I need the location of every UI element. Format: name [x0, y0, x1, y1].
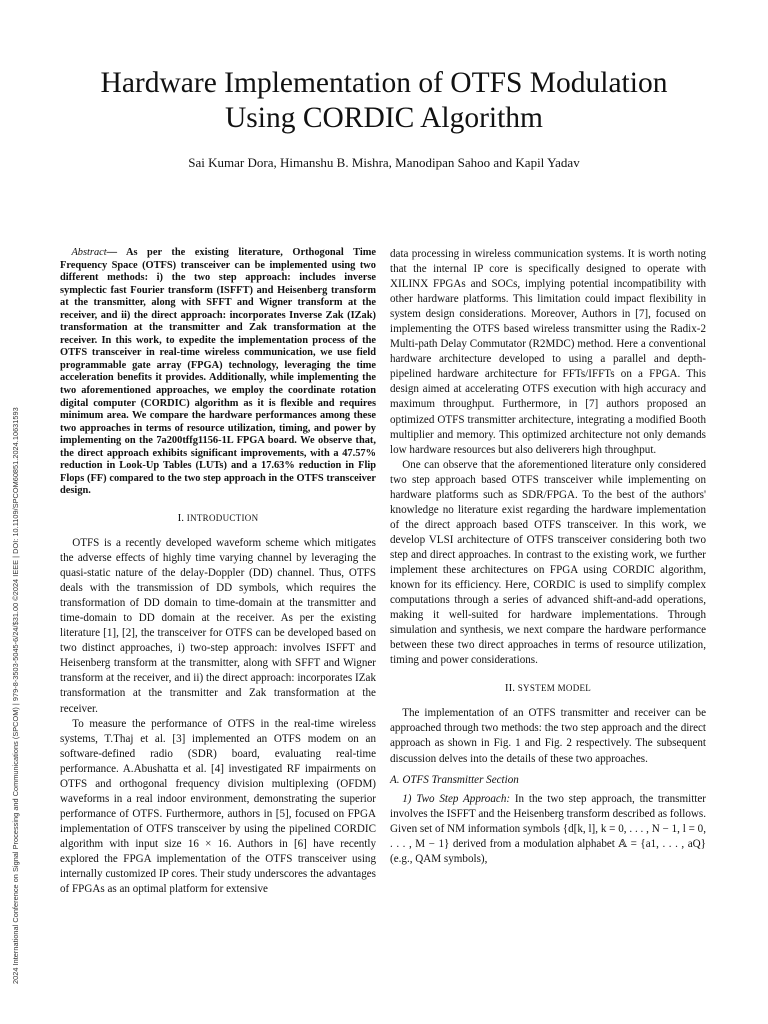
two-step-text: In the two step approach, the transmitter involves the ISFFT and the Heisenberg transform described as follows. Given set of NM information symbols {d[k, l], k = 0, . . . , N − 1, l = 0, . . . , M − 1} derived from a modulation alphabet 𝔸 = {a1, . . . , aQ} (e.g., QAM symbols), [390, 792, 706, 865]
title-line-2: Using CORDIC Algorithm [225, 102, 543, 134]
intro-paragraph-1: OTFS is a recently developed waveform scheme which mitigates the adverse effects of highly time varying channel by leveraging the quasi-static nature of the delay-Doppler (DD) channel. Thus, OTFS deals with the transmission of DD symbols, which requires the transformation of DD domain to time-domain at the transmitter and time-domain to DD domain at the receiver. As per the existing literature [1], [2], the transceiver for OTFS can be developed based on two distinct approaches, i) two-step approach: involves ISFFT and Heisenberg transform at the transmitter, along with SFFT and Wigner transform at the receiver, and ii) the direct approach: incorporates IZak transformation at the transmitter and Zak transformation at the receiver. [60, 536, 376, 715]
right-column [390, 247, 706, 867]
section-number: II. [504, 682, 518, 695]
section-number: I. [177, 511, 187, 524]
section-title: SYSTEM MODEL [517, 683, 592, 694]
section-heading-system-model [390, 681, 706, 696]
abstract [60, 247, 376, 498]
two-step-paragraph [390, 792, 706, 867]
subsection-heading-transmitter: A. OTFS Transmitter Section [390, 773, 519, 786]
conference-sidebar: 2024 International Conference on Signal Processing and Communications (SPCOM) | 979-8-3503-5045-6/24/$31.00 ©2024 IEEE | DOI: 10.1109/SPCOM60851.2024.10631593 [11, 407, 20, 984]
left-column [60, 247, 376, 897]
section-heading-introduction [60, 511, 376, 526]
subsubsection-heading: 1) Two Step Approach: [402, 792, 511, 805]
abstract-text: — As per the existing literature, Orthogonal Time Frequency Space (OTFS) transceiver can be implemented using two different methods: i) the two step approach: includes inverse symplectic fast Fourier transform (ISFFT) and Heisenberg transform at the transmitter, along with SFFT and Wigner transform at the receiver, and ii) the direct approach: incorporates Inverse Zak (IZak) transformation at the transmitter and Zak transformation at the receiver. In this work, to expedite the implementation process of the OTFS transceiver in real-time wireless communication, we use field programmable gate array (FPGA) technology, leveraging the time acceleration benefits it provides. Additionally, while implementing the two aforementioned approaches, we employ the coordinate rotation digital computer (CORDIC) algorithm as it is flexible and requires minimum area. We compare the hardware performances among these two approaches in terms of resource utilization, timing, and power by implementing on the 7a200tffg1156-1L FPGA board. We observe that, the direct approach exhibits significant improvements, with a 47.57% reduction in Look-Up Tables (LUTs) and a 17.63% reduction in Flip Flops (FF) compared to the two step approach in the OTFS transceiver design. [60, 247, 376, 497]
section-title: INTRODUCTION [186, 512, 259, 523]
abstract-label: Abstract [71, 247, 107, 258]
right-paragraph-1: data processing in wireless communication systems. It is worth noting that the internal IP core is specifically designed to operate with XILINX FPGAs and SOCs, implying potential incompatibility with other hardware platforms. This limitation could impact flexibility in system design considerations. Moreover, Authors in [7], focused on implementing the OTFS based wireless transmitter using the Radix-2 Multi-path Delay Commutator (R2MDC) method. Here a conventional hardware architecture developed to using a parallel and depth-pipelined hardware architecture for FFTs/IFFTs on a FPGA. This design aimed at accelerating OTFS execution with high accuracy and maximum throughput. Furthermore, in [7] authors proposed an optimized OTFS transmitter architecture, integrating a modified Booth multiplier and memory. This optimized architecture not only demands low hardware resources but also deliverers high throughput. [390, 248, 706, 456]
intro-paragraph-2: To measure the performance of OTFS in the real-time wireless systems, T.Thaj et al. [3] implemented an OTFS modem on an software-defined radio (SDR) board, evaluating real-time performance. A.Abushatta et al. [4] investigated RF impairments on OTFS and orthogonal frequency division multiplexing (OFDM) waveforms in a real indoor environment, demonstrating the superior performance of OTFS. Furthermore, authors in [5], focused on FPGA implementation of OTFS transceiver by using the pipelined CORDIC algorithm with input size 16 × 16. Authors in [6] have recently explored the FPGA implementation of the OTFS transceiver using internally customized IP cores. Their study underscores the advantages of FPGAs as an optimal platform for extensive [60, 717, 376, 896]
system-model-paragraph: The implementation of an OTFS transmitter and receiver can be approached through two methods: the two step approach and the direct approach as shown in Fig. 1 and Fig. 2 respectively. The subsequent discussion delves into the details of these two approaches. [390, 707, 706, 765]
paper-title [40, 66, 728, 136]
title-line-1: Hardware Implementation of OTFS Modulation [100, 67, 668, 99]
author-list: Sai Kumar Dora, Himanshu B. Mishra, Manodipan Sahoo and Kapil Yadav [188, 155, 580, 170]
right-paragraph-2: One can observe that the aforementioned literature only considered two step approach based OTFS transceiver while implementing on hardware platforms such as SDR/FPGA. To the best of the authors' knowledge no literature exist regarding the hardware implementation of the direct approach based OTFS transceiver. In this work, we develop VLSI architecture of OTFS transceiver considering both two step and direct approaches. In contrast to the existing work, we further implement these architectures on FPGA using CORDIC algorithm, known for its efficiency. Here, CORDIC is used to simplify complex computations through a series of advanced shift-and-add operations, making it well-suited for hardware implementations. Through simulation and synthesis, we next compare the hardware performance between these two direct approaches in terms of resource utilization, timing and power considerations. [390, 458, 706, 667]
